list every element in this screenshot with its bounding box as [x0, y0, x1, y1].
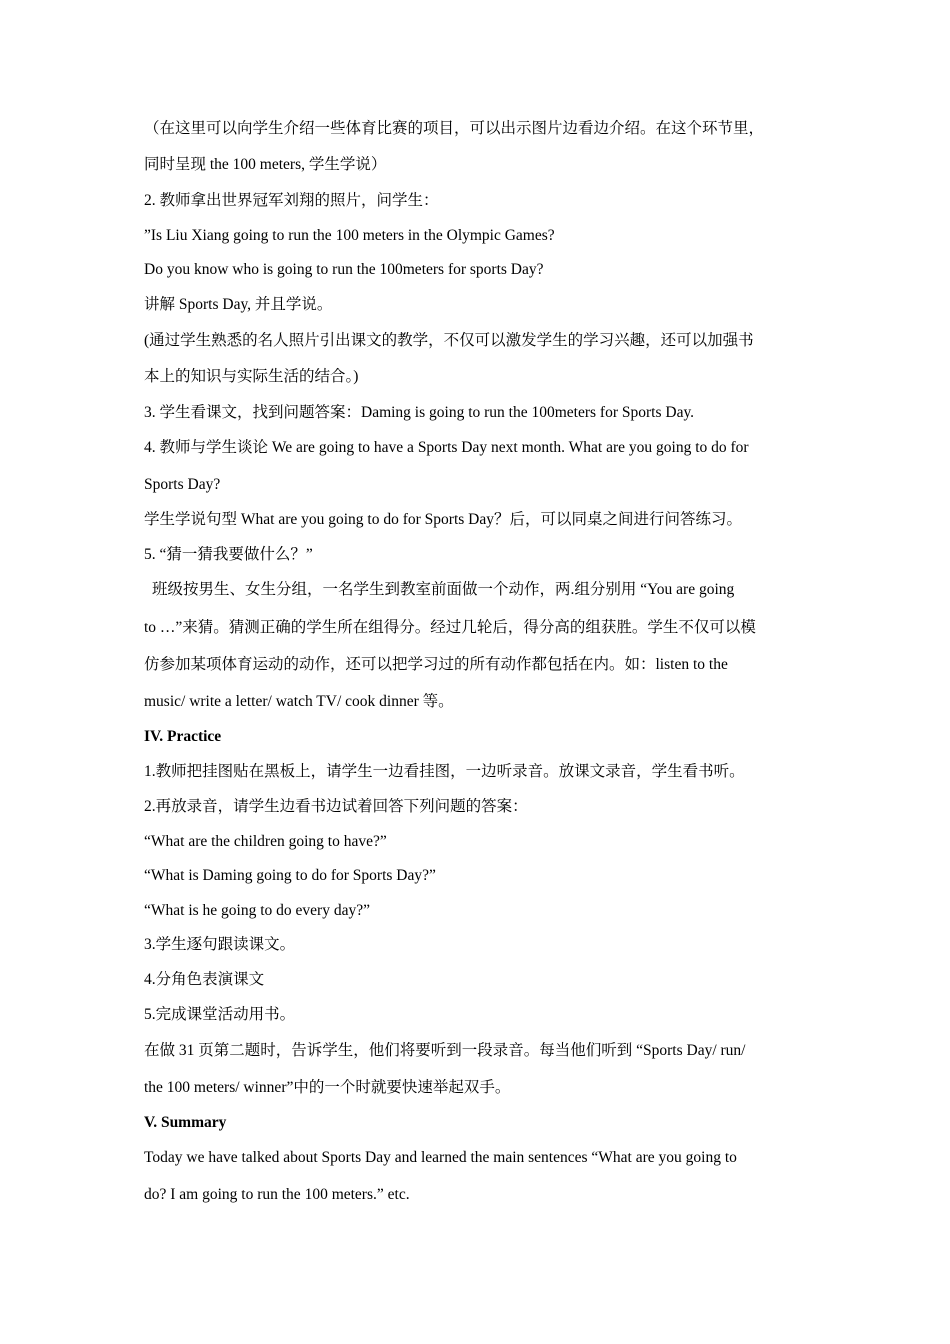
text-line: 2.再放录音，请学生边看书边试着回答下列问题的答案： [144, 798, 528, 815]
text-line: to …”来猜。猜测正确的学生所在组得分。经过几轮后，得分高的组获胜。学生不仅可以模 [144, 619, 756, 636]
section-heading-summary: V. Summary [144, 1114, 227, 1131]
text-line: 本上的知识与实际生活的结合。) [144, 368, 359, 385]
text-line: 5. “猜一猜我要做什么？” [144, 546, 313, 563]
text-line: 3.学生逐句跟读课文。 [144, 936, 296, 953]
text-line: 4.分角色表演课文 [144, 971, 265, 988]
text-line: “What is Daming going to do for Sports Day?” [144, 867, 436, 884]
text-line: ”Is Liu Xiang going to run the 100 meters in the Olympic Games? [144, 227, 555, 244]
text-line: 讲解 Sports Day, 并且学说。 [144, 296, 333, 313]
text-line: 同时呈现 the 100 meters, 学生学说） [144, 156, 387, 173]
text-line: 班级按男生、女生分组，一名学生到教室前面做一个动作，两.组分别用 “You are going [152, 581, 735, 598]
text-line: 5.完成课堂活动用书。 [144, 1006, 296, 1023]
text-line: Today we have talked about Sports Day and learned the main sentences “What are you going to [144, 1149, 737, 1166]
text-line: Do you know who is going to run the 100meters for sports Day? [144, 261, 544, 278]
text-line: 2. 教师拿出世界冠军刘翔的照片，问学生： [144, 192, 439, 209]
section-heading-practice: IV. Practice [144, 728, 222, 745]
text-line: music/ write a letter/ watch TV/ cook dinner 等。 [144, 693, 454, 710]
text-line: 在做 31 页第二题时，告诉学生，他们将要听到一段录音。每当他们听到 “Sports Day/ run/ [144, 1042, 746, 1059]
text-line: 1.教师把挂图贴在黑板上，请学生一边看挂图，一边听录音。放课文录音，学生看书听。 [144, 763, 745, 780]
text-line: 学生学说句型 What are you going to do for Sports Day？后，可以同桌之间进行问答练习。 [144, 511, 742, 528]
text-line: do? I am going to run the 100 meters.” etc. [144, 1186, 410, 1203]
text-line: “What is he going to do every day?” [144, 902, 370, 919]
text-line: 4. 教师与学生谈论 We are going to have a Sports Day next month. What are you going to do for [144, 439, 749, 456]
text-line: the 100 meters/ winner”中的一个时就要快速举起双手。 [144, 1079, 511, 1096]
text-line: Sports Day? [144, 476, 221, 493]
text-line: “What are the children going to have?” [144, 833, 387, 850]
text-line: (通过学生熟悉的名人照片引出课文的教学，不仅可以激发学生的学习兴趣，还可以加强书 [144, 332, 754, 349]
text-line: （在这里可以向学生介绍一些体育比赛的项目，可以出示图片边看边介绍。在这个环节里， [144, 120, 765, 137]
text-line: 仿参加某项体育运动的动作，还可以把学习过的所有动作都包括在内。如：listen to the [144, 656, 728, 673]
text-line: 3. 学生看课文，找到问题答案：Daming is going to run the 100meters for Sports Day. [144, 404, 695, 421]
